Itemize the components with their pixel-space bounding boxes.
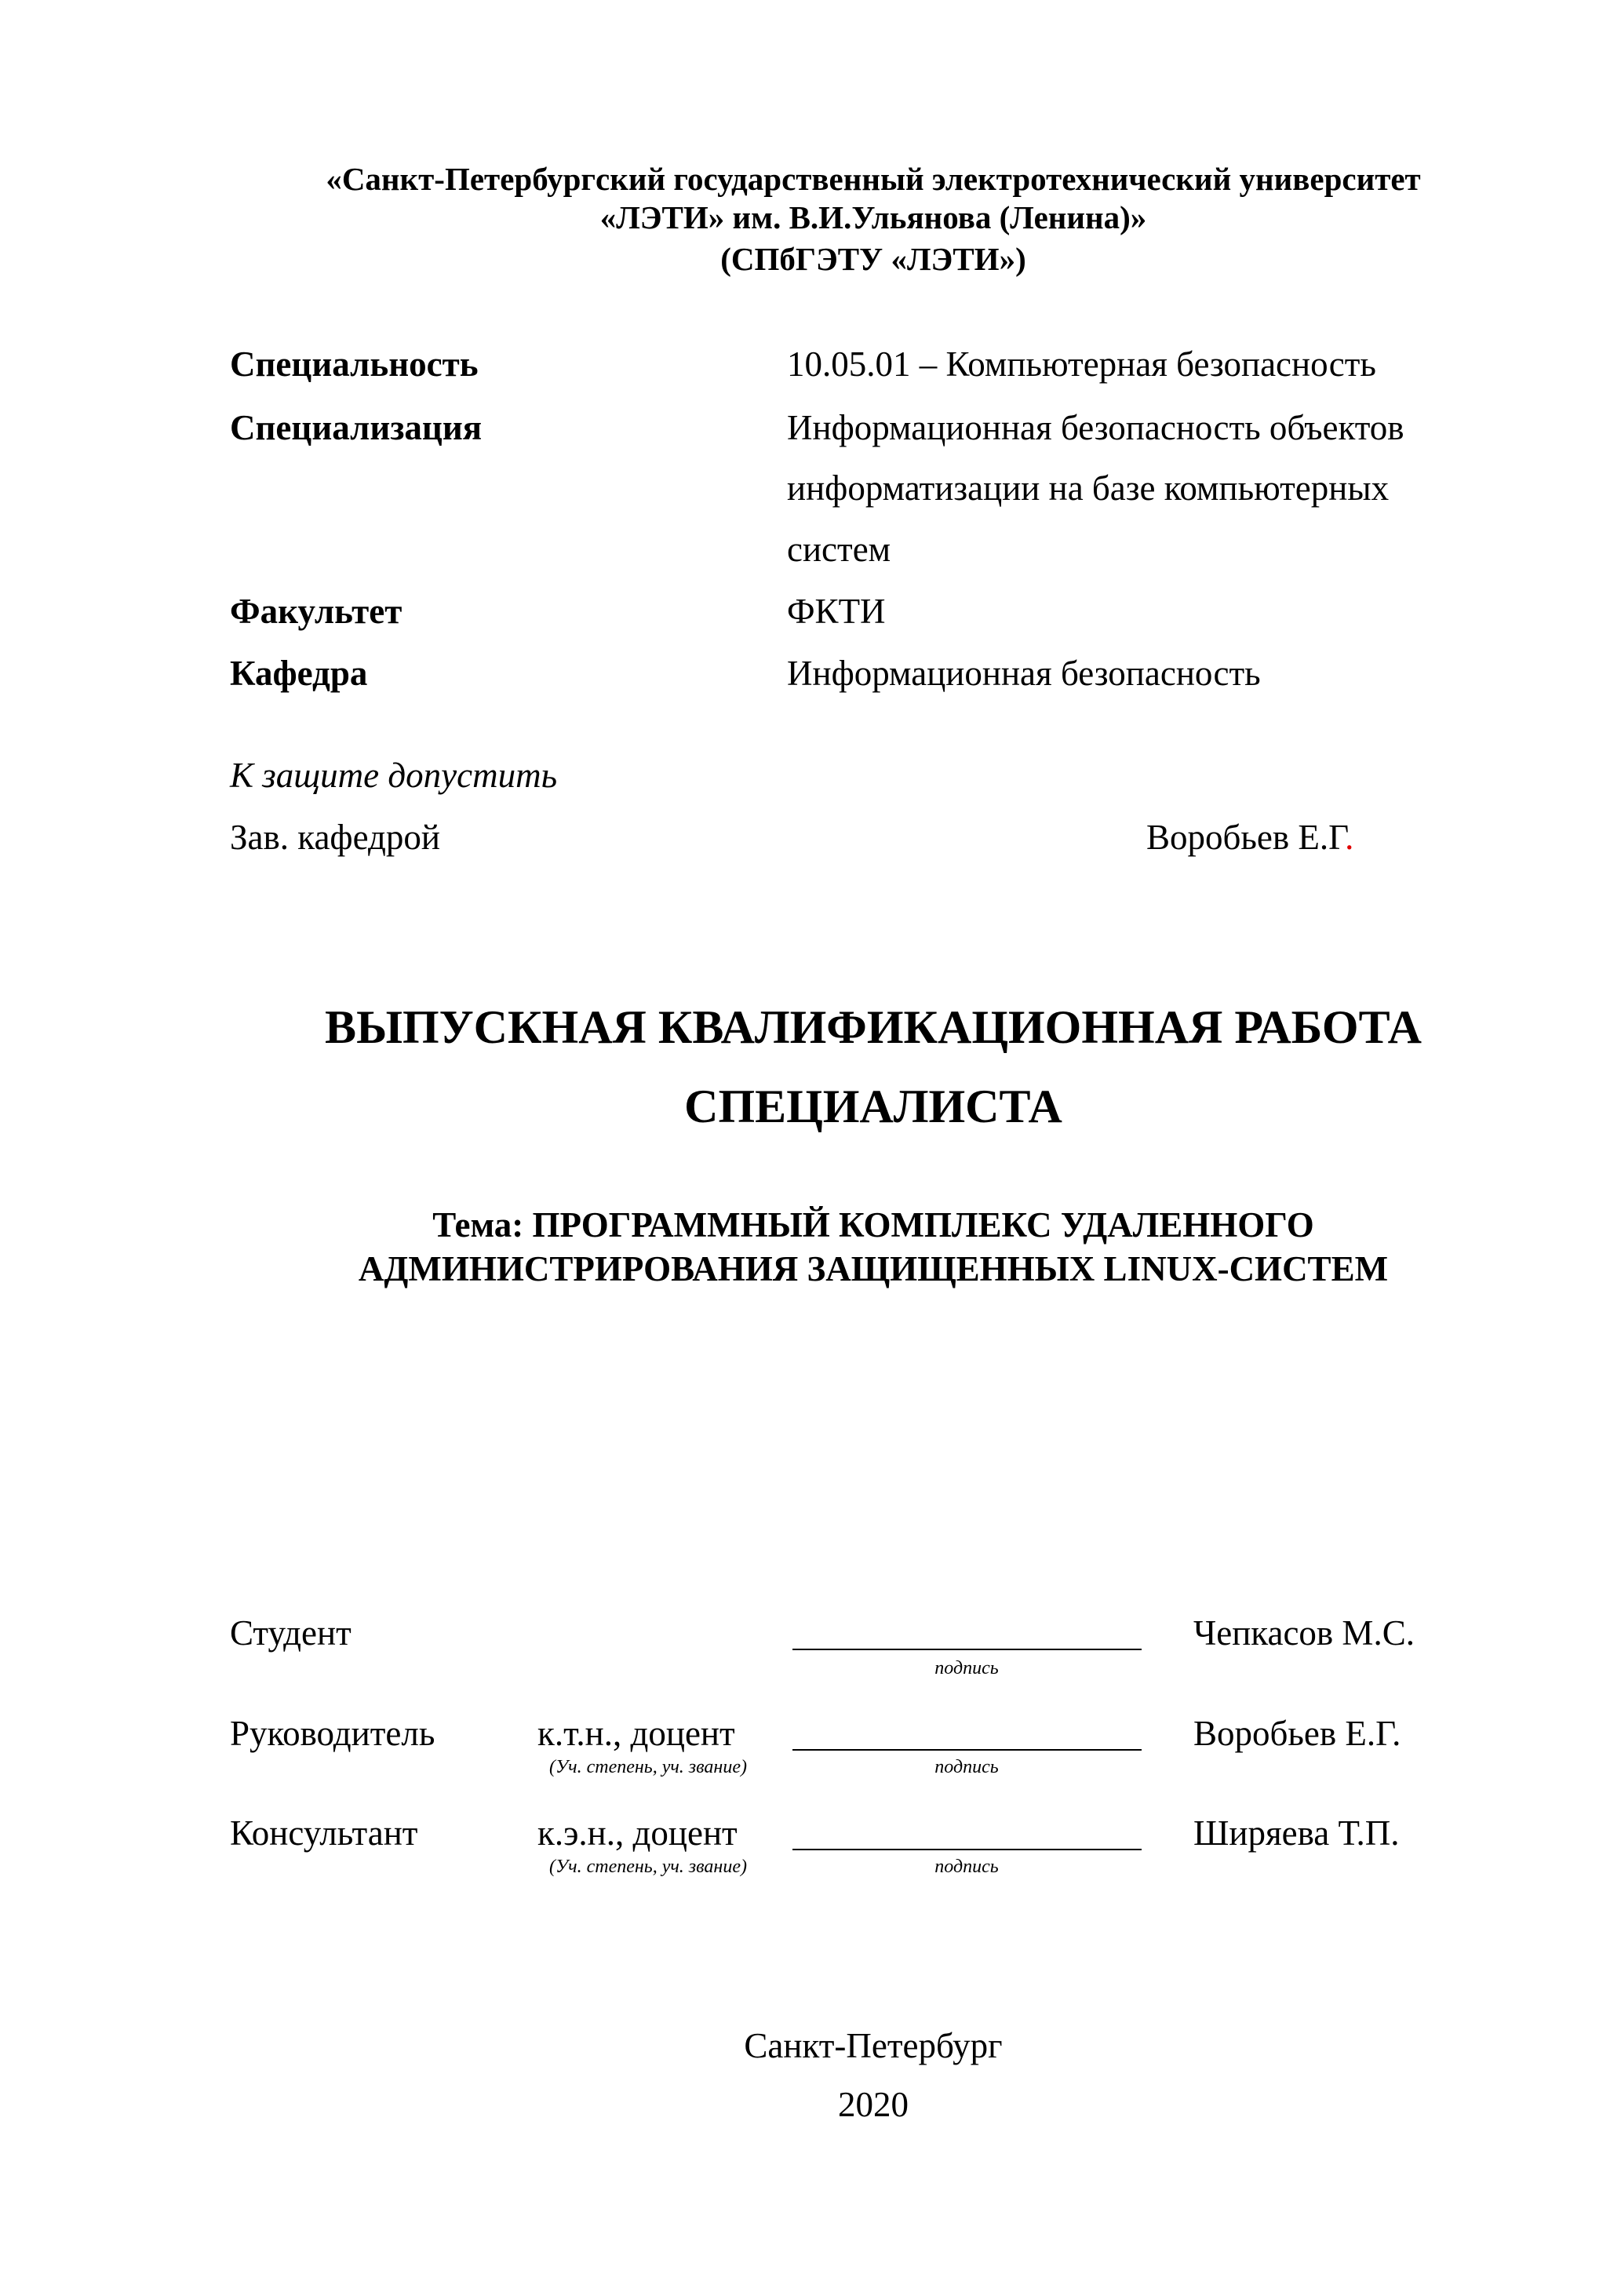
signature-name: Воробьев Е.Г. xyxy=(1193,1714,1401,1753)
info-label-department: Кафедра xyxy=(230,654,368,693)
info-label-specialty: Специальность xyxy=(230,344,479,384)
info-value-faculty: ФКТИ xyxy=(787,592,886,631)
approval-name-dot: . xyxy=(1345,818,1354,857)
info-value-specialty: 10.05.01 – Компьютерная безопасность xyxy=(787,344,1376,384)
signature-hint: подпись xyxy=(934,1857,999,1877)
signature-hint: подпись xyxy=(934,1757,999,1777)
signature-role: Студент xyxy=(230,1613,352,1653)
university-abbrev: (СПбГЭТУ «ЛЭТИ») xyxy=(720,241,1026,277)
footer-year: 2020 xyxy=(838,2085,909,2124)
info-value-specialization-3: систем xyxy=(787,530,891,569)
signature-line xyxy=(792,1849,1142,1850)
approval-name-text: Воробьев Е.Г xyxy=(1146,818,1346,857)
topic-line1: Тема: ПРОГРАММНЫЙ КОМПЛЕКС УДАЛЕННОГО xyxy=(432,1205,1314,1245)
university-name-line1: «Санкт-Петербургский государственный электротехнический университет xyxy=(326,161,1421,197)
info-label-specialization: Специализация xyxy=(230,408,483,447)
signature-line xyxy=(792,1649,1142,1650)
university-name-line2: «ЛЭТИ» им. В.И.Ульянова (Ленина)» xyxy=(599,199,1147,235)
info-value-specialization-2: информатизации на базе компьютерных xyxy=(787,468,1390,508)
info-value-department: Информационная безопасность xyxy=(787,654,1261,693)
signature-degree: к.э.н., доцент xyxy=(537,1813,738,1853)
title-line2: СПЕЦИАЛИСТА xyxy=(684,1081,1062,1132)
signature-role: Консультант xyxy=(230,1813,418,1853)
signature-degree-hint: (Уч. степень, уч. звание) xyxy=(549,1857,747,1877)
title-line1: ВЫПУСКНАЯ КВАЛИФИКАЦИОННАЯ РАБОТА xyxy=(325,1001,1422,1053)
signature-degree: к.т.н., доцент xyxy=(537,1714,735,1753)
signature-line xyxy=(792,1749,1142,1751)
info-value-specialization-1: Информационная безопасность объектов xyxy=(787,408,1404,447)
approval-note: К защите допустить xyxy=(230,756,558,795)
signature-degree-hint: (Уч. степень, уч. звание) xyxy=(549,1757,747,1777)
info-label-faculty: Факультет xyxy=(230,592,403,631)
topic-line2: АДМИНИСТРИРОВАНИЯ ЗАЩИЩЕННЫХ LINUX-СИСТЕМ xyxy=(358,1249,1389,1288)
signature-role: Руководитель xyxy=(230,1714,435,1753)
signature-name: Чепкасов М.С. xyxy=(1193,1613,1415,1653)
approval-name xyxy=(1146,816,1353,858)
signature-hint: подпись xyxy=(934,1658,999,1678)
approval-role: Зав. кафедрой xyxy=(230,818,440,857)
footer-city: Санкт-Петербург xyxy=(744,2026,1003,2065)
signature-name: Ширяева Т.П. xyxy=(1193,1813,1400,1853)
